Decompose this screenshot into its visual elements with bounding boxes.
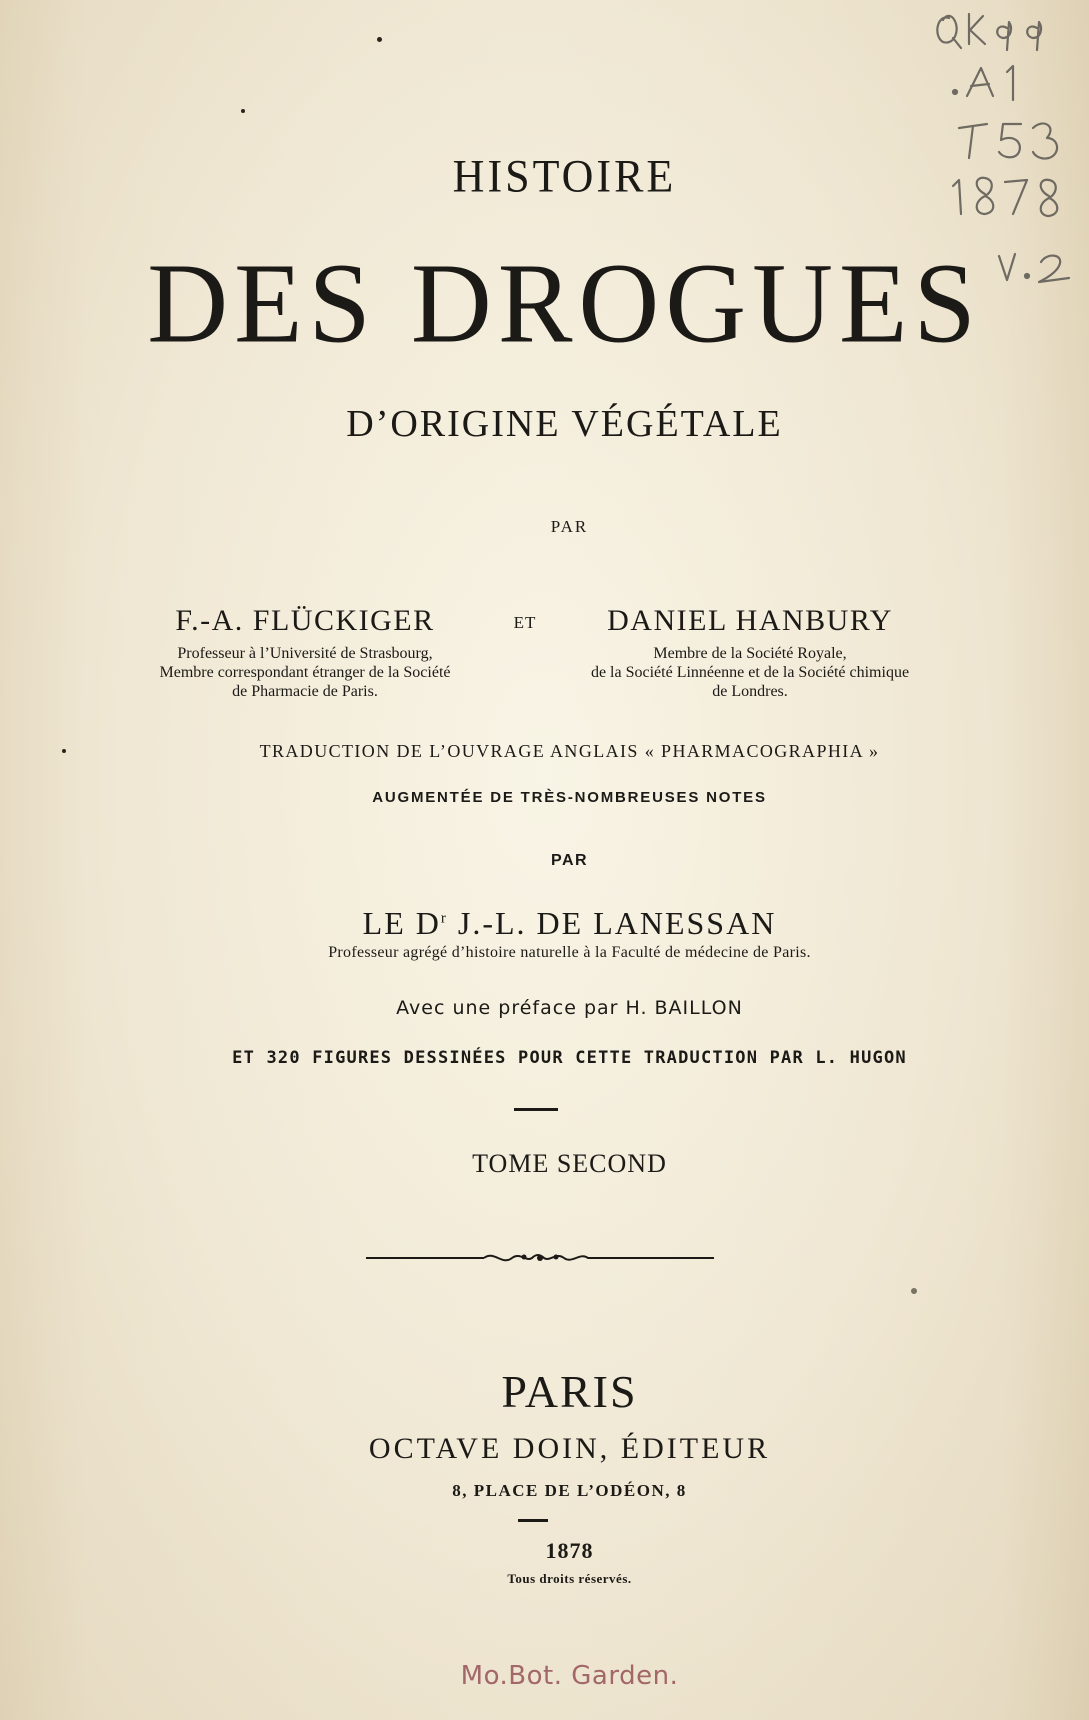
conjunction-text: ET	[513, 613, 537, 632]
author-2	[545, 606, 955, 701]
author-1-credentials	[110, 644, 500, 701]
volume-label: TOME SECOND	[472, 1149, 667, 1178]
author-1-credential-line: Professeur à l’Université de Strasbourg,	[177, 645, 433, 662]
publication-year: 1878	[545, 1538, 594, 1563]
translator-credentials: Professeur agrégé d’histoire naturelle à la Faculté de médecine de Paris.	[328, 944, 811, 961]
translator-superscript: r	[440, 910, 448, 927]
title-line-2: DES DROGUES	[147, 240, 982, 368]
author-2-credential-line: Membre de la Société Royale,	[653, 645, 847, 662]
title-line-1: HISTOIRE	[452, 150, 677, 203]
paper-speck	[241, 109, 245, 113]
publisher-address: 8, PLACE DE L’ODÉON, 8	[452, 1481, 687, 1500]
by-label-2: PAR	[550, 852, 589, 869]
translator-prefix: LE D	[362, 905, 441, 941]
publisher: OCTAVE DOIN, ÉDITEUR	[368, 1432, 771, 1465]
translation-line: TRADUCTION DE L’OUVRAGE ANGLAIS « PHARMACOGRAPHIA »	[259, 741, 880, 761]
author-2-name: DANIEL HANBURY	[607, 604, 893, 637]
author-1-credential-line: Membre correspondant étranger de la Société	[159, 664, 451, 681]
city: PARIS	[501, 1366, 638, 1417]
subtitle: D’ORIGINE VÉGÉTALE	[346, 403, 783, 445]
divider-rule	[514, 1108, 558, 1111]
author-1	[110, 606, 500, 701]
rights-notice: Tous droits réservés.	[507, 1571, 632, 1586]
figures-line: ET 320 FIGURES DESSINÉES POUR CETTE TRADUCTION PAR L. HUGON	[232, 1048, 907, 1068]
paper-speck	[911, 1288, 917, 1294]
author-2-credential-line: de Londres.	[712, 683, 788, 700]
preface-line: Avec une préface par H. BAILLON	[396, 997, 743, 1019]
author-1-name: F.-A. FLÜCKIGER	[175, 604, 435, 637]
author-2-credential-line: de la Société Linnéenne et de la Société chimique	[590, 664, 910, 681]
augmented-line: AUGMENTÉE DE TRÈS-NOMBREUSES NOTES	[372, 789, 767, 806]
author-2-credentials	[545, 644, 955, 701]
year-rule	[518, 1519, 548, 1522]
by-label: PAR	[550, 517, 589, 536]
translator-name	[25, 907, 1089, 939]
paper-speck	[377, 37, 382, 42]
ornamental-rule	[366, 1248, 714, 1268]
author-1-credential-line: de Pharmacie de Paris.	[232, 683, 378, 700]
library-stamp: Mo.Bot. Garden.	[460, 1661, 679, 1691]
translator-surname: J.-L. DE LANESSAN	[447, 905, 777, 941]
